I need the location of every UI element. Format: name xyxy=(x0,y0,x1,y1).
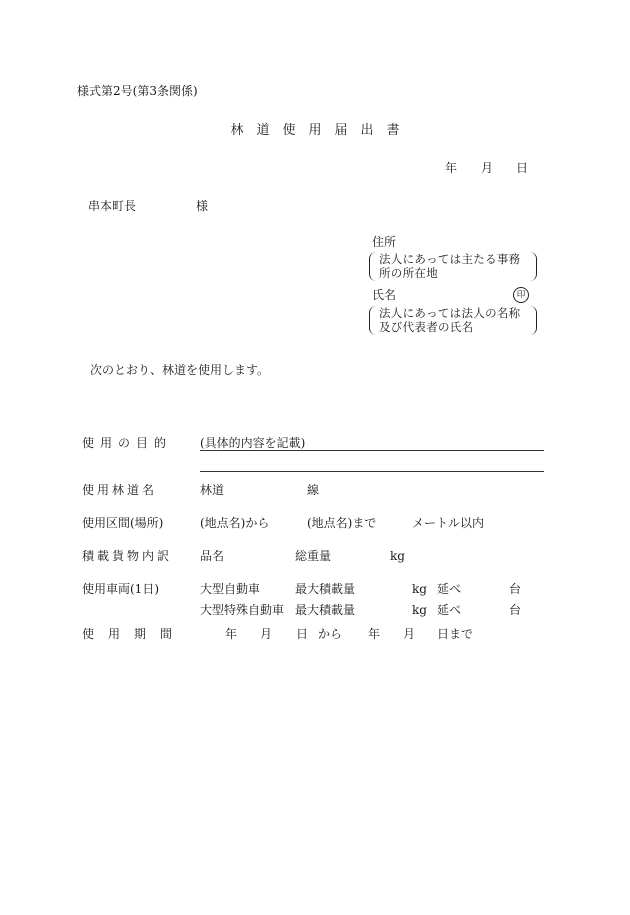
period-year-1: 年 xyxy=(225,627,238,641)
period-day-1: 日 xyxy=(296,627,309,641)
vehicle-special-max-load: 最大積載量 xyxy=(295,603,356,617)
section-label: 使用区間(場所) xyxy=(82,516,164,530)
name-label: 氏名 xyxy=(372,288,397,302)
address-note-line1: 法人にあっては主たる事務 xyxy=(379,252,521,266)
road-name-prefix: 林道 xyxy=(200,483,225,497)
addressee-honorific: 様 xyxy=(196,199,209,213)
vehicles-label: 使用車両(1日) xyxy=(82,582,159,596)
addressee-name: 串本町長 xyxy=(88,199,137,213)
period-day-until: 日まで xyxy=(437,627,474,641)
date-year: 年 xyxy=(445,161,458,175)
purpose-underline-2 xyxy=(200,471,544,472)
period-year-2: 年 xyxy=(368,627,381,641)
period-from: から xyxy=(318,627,343,641)
cargo-total-weight: 総重量 xyxy=(295,549,332,563)
date-day: 日 xyxy=(516,161,529,175)
vehicle-special-unit: kg xyxy=(412,603,427,617)
vehicle-large-count-unit: 台 xyxy=(509,582,522,596)
purpose-underline-1 xyxy=(200,450,544,451)
document-title: 林道使用届出書 xyxy=(230,123,413,138)
vehicle-large-max-load: 最大積載量 xyxy=(295,582,356,596)
name-note-line2: 及び代表者の氏名 xyxy=(379,320,474,334)
statement-text: 次のとおり、林道を使用します。 xyxy=(90,363,270,377)
cargo-label: 積載貨物内訳 xyxy=(82,549,173,563)
cargo-item: 品名 xyxy=(200,549,225,563)
vehicle-special-count-unit: 台 xyxy=(509,603,522,617)
vehicle-special-type: 大型特殊自動車 xyxy=(200,603,285,617)
seal-mark: 印 xyxy=(513,287,529,303)
purpose-value: (具体的内容を記載) xyxy=(200,436,306,450)
vehicle-special-total: 延べ xyxy=(437,603,462,617)
period-month-2: 月 xyxy=(403,627,416,641)
form-number: 様式第2号(第3条関係) xyxy=(77,84,198,98)
cargo-unit: kg xyxy=(390,549,405,563)
name-note xyxy=(369,306,537,335)
section-from: (地点名)から xyxy=(200,516,270,530)
address-label: 住所 xyxy=(372,235,397,249)
address-note-line2: 所の所在地 xyxy=(379,266,438,280)
address-note xyxy=(369,252,537,281)
vehicle-large-total: 延べ xyxy=(437,582,462,596)
period-label: 使用期間 xyxy=(82,627,187,641)
vehicle-large-unit: kg xyxy=(412,582,427,596)
road-name-label: 使用林道名 xyxy=(82,483,158,497)
name-note-line1: 法人にあっては法人の名称 xyxy=(379,306,521,320)
period-month-1: 月 xyxy=(260,627,273,641)
section-to: (地点名)まで xyxy=(307,516,377,530)
road-name-suffix: 線 xyxy=(307,483,320,497)
vehicle-large-type: 大型自動車 xyxy=(200,582,261,596)
date-month: 月 xyxy=(481,161,494,175)
purpose-label: 使用の目的 xyxy=(82,436,173,450)
section-length: メートル以内 xyxy=(412,516,485,530)
